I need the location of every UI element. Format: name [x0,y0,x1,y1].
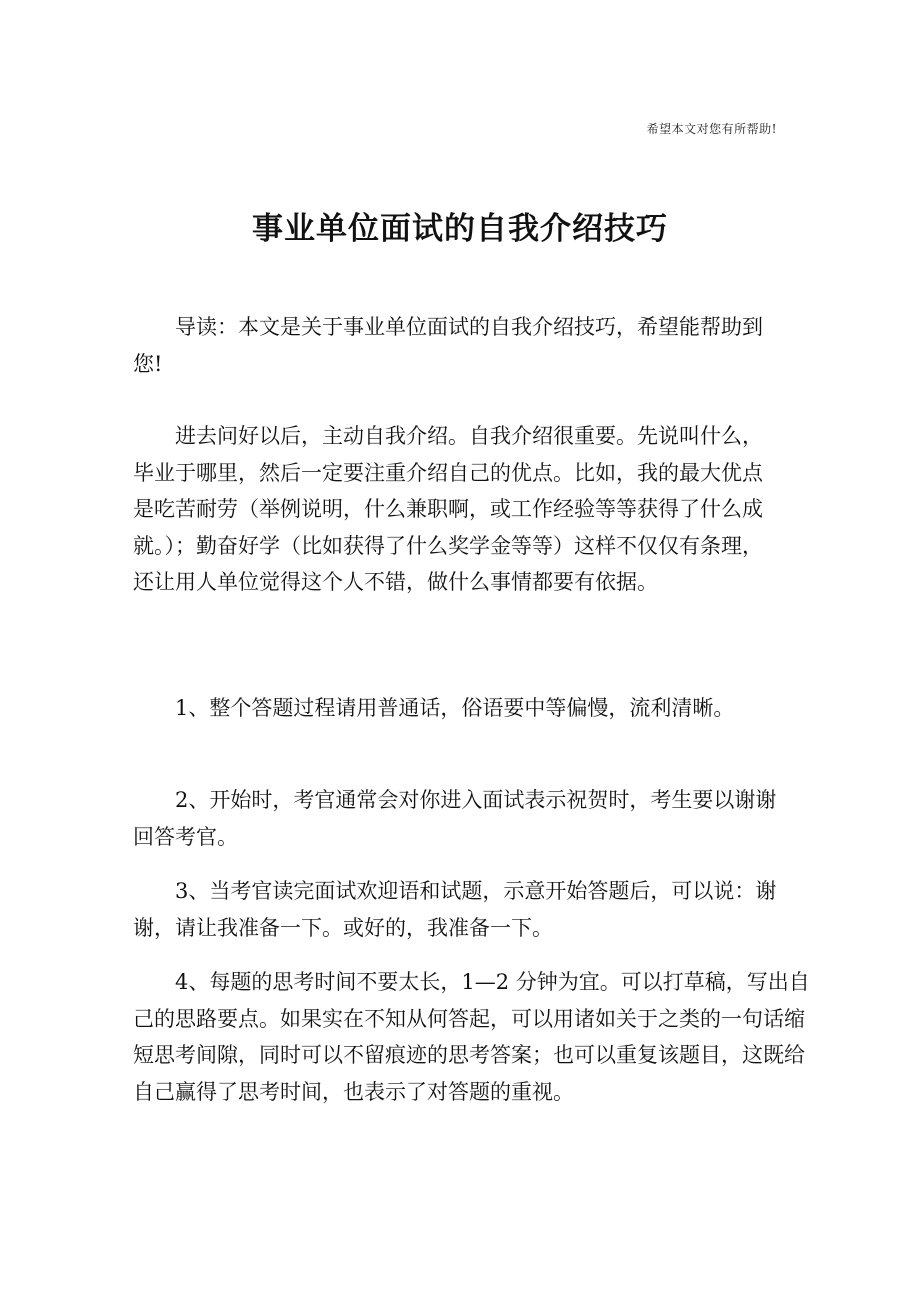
tip-2-paragraph [133,782,783,855]
tip-4-text: 4、每题的思考时间不要太长，1—2 分钟为宜。可以打草稿，写出自己的思路要点。如果实在不知从何答起，可以用诸如关于之类的一句话缩短思考间隙，同时可以不留痕迹的思考答案；也可以重复该题目，这既给自己赢得了思考时间，也表示了对答题的重视。 [133,970,810,1104]
document-title: 事业单位面试的自我介绍技巧 [252,211,668,247]
tip-3-paragraph [133,873,783,946]
main-text: 进去问好以后，主动自我介绍。自我介绍很重要。先说叫什么，毕业于哪里，然后一定要注重介绍自己的优点。比如，我的最大优点是吃苦耐劳（举例说明，什么兼职啊，或工作经验等等获得了什么成就。）；勤奋好学（比如获得了什么奖学金等等）这样不仅仅有条理，还让用人单位觉得这个人不错，做什么事情都要有依据。 [133,424,763,594]
tip-2-text: 2、开始时，考官通常会对你进入面试表示祝贺时，考生要以谢谢回答考官。 [133,788,777,849]
tip-1-paragraph [133,690,813,727]
main-paragraph [133,418,783,601]
intro-text: 导读：本文是关于事业单位面试的自我介绍技巧，希望能帮助到您! [133,315,763,376]
tip-1-text: 1、整个答题过程请用普通话，俗语要中等偏慢，流利清晰。 [175,696,735,720]
intro-paragraph [133,309,783,382]
page-header-note: 希望本文对您有所帮助! [646,122,777,136]
tip-3-text: 3、当考官读完面试欢迎语和试题，示意开始答题后，可以说：谢谢，请让我准备一下。或好的，我准备一下。 [133,879,777,940]
tip-4-paragraph [133,964,823,1110]
